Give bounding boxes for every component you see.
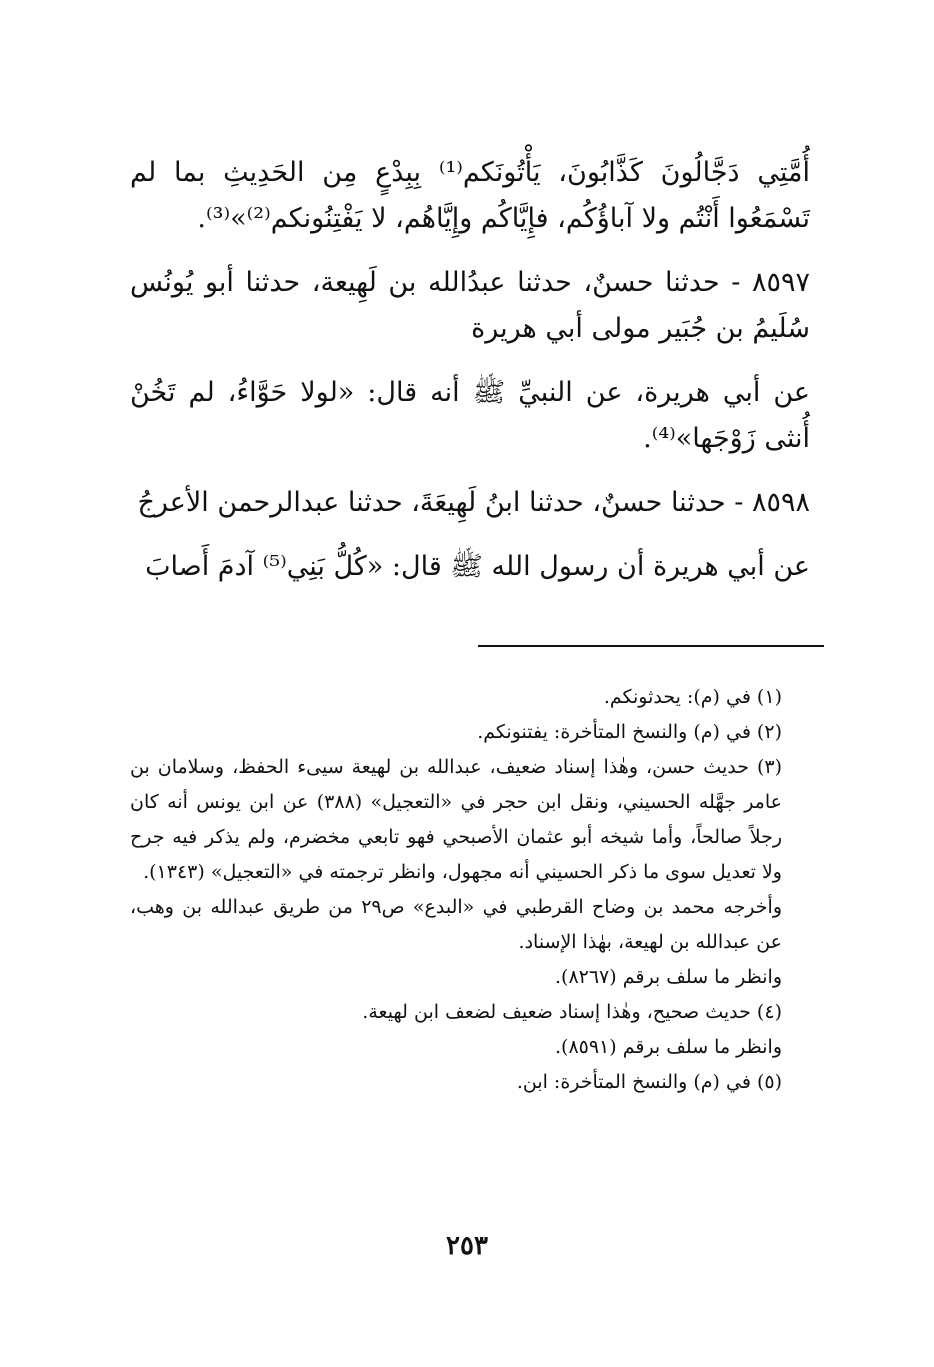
footnote-3: (٣) حديث حسن، وهٰذا إسناد ضعيف، عبدالله بن لهيعة سيىء الحفظ، وسلامان بن عامر جهَّله الحسيني، ونقل ابن حجر في «التعجيل» (٣٨٨) عن ابن يونس أنه كان رجلاً صالحاً، وأما شيخه أبو عثمان الأصبحي فهو تابعي مخضرم، ولم يذكر فيه جرح ولا تعديل سوى ما ذكر الحسيني أنه مجهول، وانظر ترجمته في «التعجيل» (١٣٤٣). bbox=[130, 756, 782, 883]
footnote-1: (١) في (م): يحدثونكم. bbox=[603, 686, 782, 708]
isnad-8598: ٨٥٩٨ - حدثنا حسنٌ، حدثنا ابنُ لَهِيعَةَ، حدثنا عبدالرحمن الأعرجُ bbox=[137, 487, 810, 518]
main-text bbox=[130, 150, 810, 590]
matn-8597: عن أبي هريرة، عن النبيِّ ﷺ أنه قال: «لولا حَوَّاءُ، لم تَخُنْ أُنثى زَوْجَها»⁽⁴⁾. bbox=[130, 377, 810, 454]
footnote-3-takhrij: وأخرجه محمد بن وضاح القرطبي في «البدع» ص٢٩ من طريق عبدالله بن وهب، عن عبدالله بن لهيعة، بهٰذا الإسناد. bbox=[130, 896, 782, 953]
footnote-3-crossref: وانظر ما سلف برقم (٨٢٦٧). bbox=[554, 966, 782, 988]
isnad-8597: ٨٥٩٧ - حدثنا حسنٌ، حدثنا عبدُالله بن لَهِيعة، حدثنا أبو يُونُس سُلَيمُ بن جُبَير مولى أبي هريرة bbox=[130, 267, 810, 344]
footnote-4: (٤) حديث صحيح، وهٰذا إسناد ضعيف لضعف ابن لهيعة. bbox=[362, 1001, 782, 1023]
matn-8598: عن أبي هريرة أن رسول الله ﷺ قال: «كُلُّ بَنِي⁽⁵⁾ آدمَ أَصابَ bbox=[145, 551, 810, 582]
footnote-5: (٥) في (م) والنسخ المتأخرة: ابن. bbox=[516, 1071, 782, 1093]
footnote-2: (٢) في (م) والنسخ المتأخرة: يفتنونكم. bbox=[477, 721, 782, 743]
hadith-continuation: أُمَّتِي دَجَّالُونَ كَذَّابُونَ، يَأْتُونَكم⁽¹⁾ بِبِدْعٍ مِن الحَدِيثِ بما لم تَسْمَعُوا أَنْتُم ولا آباؤُكُم، فإِيَّاكُم وإِيَّاهُم، لا يَفْتِنُونكم⁽²⁾»⁽³⁾. bbox=[130, 157, 810, 234]
footnote-4-crossref: وانظر ما سلف برقم (٨٥٩١). bbox=[554, 1036, 782, 1058]
footnotes bbox=[130, 680, 810, 1100]
page-number: ٢٥٣ bbox=[446, 1231, 488, 1261]
footnote-divider bbox=[478, 645, 824, 647]
